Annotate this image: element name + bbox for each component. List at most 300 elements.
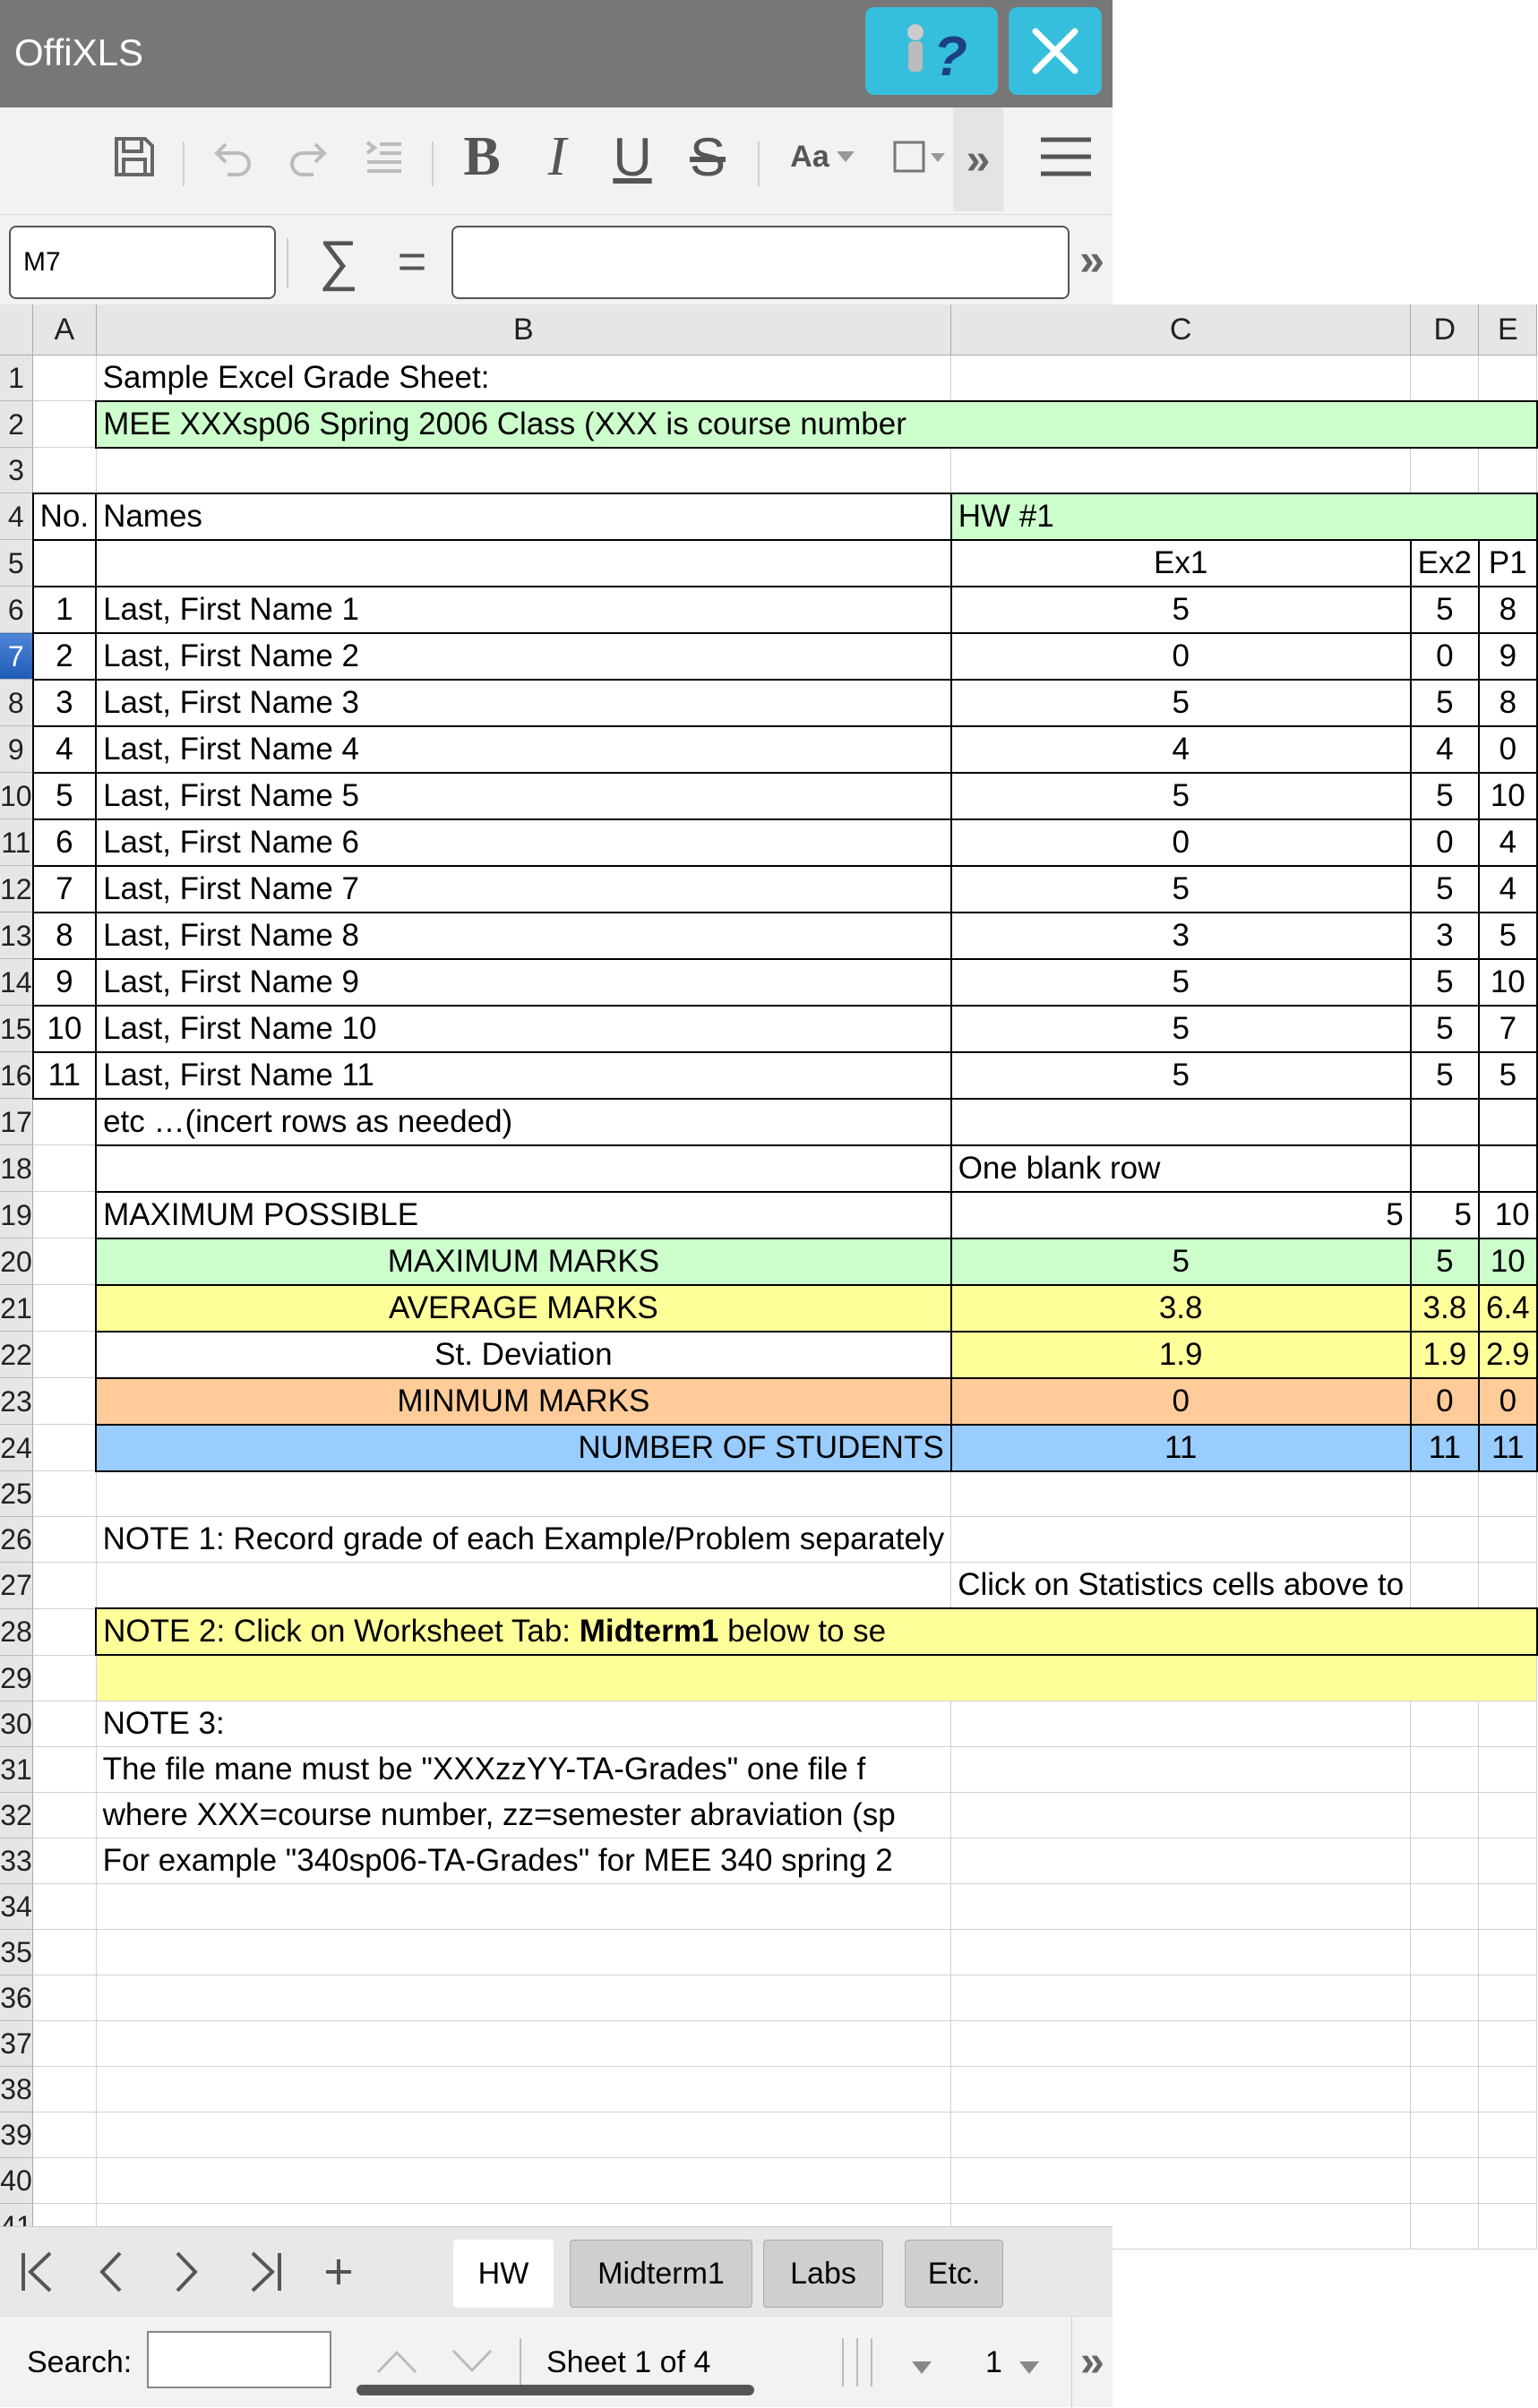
row-header[interactable]: 24	[0, 1425, 33, 1471]
row-header[interactable]: 35	[0, 1929, 33, 1975]
status-more-button[interactable]: »	[1071, 2317, 1113, 2408]
cell-b6[interactable]: Last, First Name 1	[96, 587, 951, 633]
cell-d22[interactable]: 1.9	[1411, 1332, 1479, 1378]
zoom-value[interactable]: 1	[985, 2345, 1002, 2379]
cell-e16[interactable]: 5	[1479, 1052, 1537, 1099]
cell-e17[interactable]	[1479, 1099, 1537, 1145]
cell-d14[interactable]: 5	[1411, 959, 1479, 1006]
cell-c1[interactable]	[951, 355, 1411, 401]
cell-b4[interactable]: Names	[96, 493, 951, 540]
cell-e32[interactable]	[1479, 1792, 1537, 1838]
cell-e37[interactable]	[1479, 2020, 1537, 2066]
row-header[interactable]: 10	[0, 773, 33, 819]
cell-b14[interactable]: Last, First Name 9	[96, 959, 951, 1006]
cell-b18[interactable]	[96, 1145, 951, 1192]
cell-a3[interactable]	[33, 448, 96, 493]
cell-e1[interactable]	[1479, 355, 1537, 401]
row-header[interactable]: 18	[0, 1145, 33, 1192]
cell-a37[interactable]	[33, 2020, 96, 2066]
cell-a7[interactable]: 2	[33, 633, 96, 680]
cell-b10[interactable]: Last, First Name 5	[96, 773, 951, 819]
sheet-tab-midterm1[interactable]: Midterm1	[570, 2240, 752, 2308]
cell-b12[interactable]: Last, First Name 7	[96, 866, 951, 913]
cell-c30[interactable]	[951, 1701, 1411, 1746]
row-header[interactable]: 39	[0, 2112, 33, 2157]
cell-c38[interactable]	[951, 2066, 1411, 2112]
row-header[interactable]: 38	[0, 2066, 33, 2112]
cell-d34[interactable]	[1411, 1883, 1479, 1929]
row-header[interactable]: 19	[0, 1192, 33, 1238]
cell-a32[interactable]	[33, 1792, 96, 1838]
cell-d35[interactable]	[1411, 1929, 1479, 1975]
cell-d41[interactable]	[1411, 2203, 1479, 2249]
cell-a20[interactable]	[33, 1238, 96, 1285]
cell-e8[interactable]: 8	[1479, 680, 1537, 726]
row-header[interactable]: 36	[0, 1975, 33, 2020]
undo-button[interactable]	[204, 125, 262, 188]
zoom-select-arrow[interactable]	[1016, 2351, 1043, 2386]
row-header[interactable]: 11	[0, 819, 33, 866]
cell-b3[interactable]	[96, 448, 951, 493]
cell-c13[interactable]: 3	[951, 913, 1411, 959]
cell-c35[interactable]	[951, 1929, 1411, 1975]
cell-e5[interactable]: P1	[1479, 540, 1537, 587]
cell-a26[interactable]	[33, 1517, 96, 1563]
cell-b25[interactable]	[96, 1471, 951, 1517]
row-header[interactable]: 40	[0, 2157, 33, 2203]
cell-b22[interactable]: St. Deviation	[96, 1332, 951, 1378]
cell-c25[interactable]	[951, 1471, 1411, 1517]
column-header-a[interactable]: A	[33, 304, 96, 355]
row-header[interactable]: 27	[0, 1563, 33, 1609]
spreadsheet-grid[interactable]	[0, 304, 1530, 2226]
chevron-up-icon	[374, 2344, 419, 2379]
sheet-tab-labs[interactable]: Labs	[763, 2240, 883, 2308]
cell-a2[interactable]	[33, 401, 96, 448]
cell-b28[interactable]: NOTE 2: Click on Worksheet Tab: Midterm1 below to se	[96, 1608, 1537, 1655]
cell-c14[interactable]: 5	[951, 959, 1411, 1006]
search-up-button[interactable]	[374, 2344, 419, 2387]
underline-button[interactable]: U	[613, 126, 652, 187]
cell-b24[interactable]: NUMBER OF STUDENTS	[96, 1425, 951, 1471]
cell-e18[interactable]	[1479, 1145, 1537, 1192]
cell-a22[interactable]	[33, 1332, 96, 1378]
next-sheet-button[interactable]	[159, 2245, 213, 2299]
cell-e35[interactable]	[1479, 1929, 1537, 1975]
row-header[interactable]: 31	[0, 1746, 33, 1792]
plus-icon	[321, 2254, 357, 2290]
cell-d12[interactable]: 5	[1411, 866, 1479, 913]
cell-e3[interactable]	[1479, 448, 1537, 493]
cell-b8[interactable]: Last, First Name 3	[96, 680, 951, 726]
cell-e13[interactable]: 5	[1479, 913, 1537, 959]
cell-c36[interactable]	[951, 1975, 1411, 2020]
cell-a21[interactable]	[33, 1285, 96, 1332]
cell-c7[interactable]: 0	[951, 633, 1411, 680]
cell-a28[interactable]	[33, 1608, 96, 1655]
cell-c31[interactable]	[951, 1746, 1411, 1792]
redo-button[interactable]	[279, 125, 337, 188]
cell-e6[interactable]: 8	[1479, 587, 1537, 633]
cell-d19[interactable]: 5	[1411, 1192, 1479, 1238]
cell-a33[interactable]	[33, 1838, 96, 1883]
cell-b39[interactable]	[96, 2112, 951, 2157]
row-header[interactable]: 16	[0, 1052, 33, 1099]
cell-e20[interactable]: 10	[1479, 1238, 1537, 1285]
cell-d31[interactable]	[1411, 1746, 1479, 1792]
cell-d9[interactable]: 4	[1411, 726, 1479, 773]
close-button[interactable]	[1009, 7, 1102, 95]
cell-reference-box[interactable]: M7	[9, 226, 276, 299]
cell-d23[interactable]: 0	[1411, 1378, 1479, 1425]
cell-c15[interactable]: 5	[951, 1006, 1411, 1052]
cell-b34[interactable]	[96, 1883, 951, 1929]
cell-d30[interactable]	[1411, 1701, 1479, 1746]
cell-e12[interactable]: 4	[1479, 866, 1537, 913]
cell-c22[interactable]: 1.9	[951, 1332, 1411, 1378]
cell-e9[interactable]: 0	[1479, 726, 1537, 773]
row-header[interactable]: 29	[0, 1655, 33, 1701]
cell-b32[interactable]: where XXX=course number, zz=semester abraviation (sp	[96, 1792, 951, 1838]
cell-e39[interactable]	[1479, 2112, 1537, 2157]
equals-button[interactable]: =	[397, 233, 427, 289]
sheet-row	[0, 1471, 1537, 1517]
row-header[interactable]: 21	[0, 1285, 33, 1332]
sheet-row	[0, 1517, 1537, 1563]
cell-c33[interactable]	[951, 1838, 1411, 1883]
sheet-row	[0, 1838, 1537, 1883]
cell-b37[interactable]	[96, 2020, 951, 2066]
row-header[interactable]: 3	[0, 448, 33, 493]
first-sheet-button[interactable]	[11, 2245, 64, 2299]
sheet-row	[0, 1378, 1537, 1425]
cell-a6[interactable]: 1	[33, 587, 96, 633]
cell-e10[interactable]: 10	[1479, 773, 1537, 819]
row-header[interactable]: 34	[0, 1883, 33, 1929]
cell-d6[interactable]: 5	[1411, 587, 1479, 633]
cell-a12[interactable]: 7	[33, 866, 96, 913]
bold-button[interactable]: B	[463, 125, 501, 187]
cell-a9[interactable]: 4	[33, 726, 96, 773]
cell-e33[interactable]	[1479, 1838, 1537, 1883]
cell-b13[interactable]: Last, First Name 8	[96, 913, 951, 959]
row-header[interactable]: 1	[0, 355, 33, 401]
save-button[interactable]	[106, 125, 163, 188]
sheet-row	[0, 1929, 1537, 1975]
column-header-e[interactable]: E	[1479, 304, 1537, 355]
cell-a31[interactable]	[33, 1746, 96, 1792]
cell-d32[interactable]	[1411, 1792, 1479, 1838]
cell-e15[interactable]: 7	[1479, 1006, 1537, 1052]
cell-d40[interactable]	[1411, 2157, 1479, 2203]
cell-b38[interactable]	[96, 2066, 951, 2112]
sheet-row	[0, 587, 1537, 633]
chevron-down-icon	[450, 2344, 494, 2379]
cell-e30[interactable]	[1479, 1701, 1537, 1746]
cell-d11[interactable]: 0	[1411, 819, 1479, 866]
row-header[interactable]: 7	[0, 633, 33, 680]
cell-b7[interactable]: Last, First Name 2	[96, 633, 951, 680]
cell-e41[interactable]	[1479, 2203, 1537, 2249]
cell-b11[interactable]: Last, First Name 6	[96, 819, 951, 866]
cell-b20[interactable]: MAXIMUM MARKS	[96, 1238, 951, 1285]
cell-e7[interactable]: 9	[1479, 633, 1537, 680]
cell-d3[interactable]	[1411, 448, 1479, 493]
cell-a27[interactable]	[33, 1563, 96, 1609]
cell-a36[interactable]	[33, 1975, 96, 2020]
cell-d27[interactable]	[1411, 1563, 1479, 1609]
cell-a24[interactable]	[33, 1425, 96, 1471]
cell-c3[interactable]	[951, 448, 1411, 493]
cell-d25[interactable]	[1411, 1471, 1479, 1517]
row-header[interactable]: 4	[0, 493, 33, 540]
row-header[interactable]: 9	[0, 726, 33, 773]
cell-c27[interactable]: Click on Statistics cells above to	[951, 1563, 1411, 1609]
column-header-c[interactable]: C	[951, 304, 1411, 355]
cell-c17[interactable]	[951, 1099, 1411, 1145]
row-header[interactable]: 26	[0, 1517, 33, 1563]
cell-d15[interactable]: 5	[1411, 1006, 1479, 1052]
cell-a17[interactable]	[33, 1099, 96, 1145]
cell-c23[interactable]: 0	[951, 1378, 1411, 1425]
cell-c34[interactable]	[951, 1883, 1411, 1929]
cell-e27[interactable]	[1479, 1563, 1537, 1609]
cell-d8[interactable]: 5	[1411, 680, 1479, 726]
cell-c39[interactable]	[951, 2112, 1411, 2157]
formula-input[interactable]	[451, 226, 1070, 299]
sheet-row	[0, 1746, 1537, 1792]
cell-c5[interactable]: Ex1	[951, 540, 1411, 587]
cell-b15[interactable]: Last, First Name 10	[96, 1006, 951, 1052]
cell-e19[interactable]: 10	[1479, 1192, 1537, 1238]
cell-e34[interactable]	[1479, 1883, 1537, 1929]
row-header[interactable]: 2	[0, 401, 33, 448]
hamburger-menu-icon	[1039, 134, 1093, 179]
sheet-row	[0, 913, 1537, 959]
cell-b35[interactable]	[96, 1929, 951, 1975]
row-header[interactable]: 30	[0, 1701, 33, 1746]
cell-c18[interactable]: One blank row	[951, 1145, 1411, 1192]
cell-e36[interactable]	[1479, 1975, 1537, 2020]
indent-button[interactable]	[355, 125, 412, 188]
cell-a13[interactable]: 8	[33, 913, 96, 959]
cell-d33[interactable]	[1411, 1838, 1479, 1883]
cell-d7[interactable]: 0	[1411, 633, 1479, 680]
cell-a19[interactable]	[33, 1192, 96, 1238]
sheet-row	[0, 1975, 1537, 2020]
cell-c6[interactable]: 5	[951, 587, 1411, 633]
italic-button[interactable]: I	[547, 125, 567, 187]
cell-a39[interactable]	[33, 2112, 96, 2157]
cell-c12[interactable]: 5	[951, 866, 1411, 913]
cell-c40[interactable]	[951, 2157, 1411, 2203]
cell-b27[interactable]	[96, 1563, 951, 1609]
cell-e21[interactable]: 6.4	[1479, 1285, 1537, 1332]
cell-a15[interactable]: 10	[33, 1006, 96, 1052]
row-header[interactable]: 28	[0, 1608, 33, 1655]
cell-b5[interactable]	[96, 540, 951, 587]
column-header-b[interactable]: B	[96, 304, 951, 355]
row-header[interactable]: 22	[0, 1332, 33, 1378]
sheet-row	[0, 1006, 1537, 1052]
sheet-tab-hw[interactable]: HW	[453, 2240, 554, 2308]
last-sheet-button[interactable]	[238, 2245, 292, 2299]
cell-a1[interactable]	[33, 355, 96, 401]
cell-a34[interactable]	[33, 1883, 96, 1929]
add-sheet-button[interactable]	[312, 2245, 365, 2299]
cell-c8[interactable]: 5	[951, 680, 1411, 726]
cell-e14[interactable]: 10	[1479, 959, 1537, 1006]
row-header[interactable]: 13	[0, 913, 33, 959]
sheet-tab-bar	[0, 2226, 1113, 2316]
cell-b9[interactable]: Last, First Name 4	[96, 726, 951, 773]
cell-c19[interactable]: 5	[951, 1192, 1411, 1238]
sheet-table[interactable]	[0, 304, 1538, 2249]
cell-c24[interactable]: 11	[951, 1425, 1411, 1471]
cell-c16[interactable]: 5	[951, 1052, 1411, 1099]
cell-a4[interactable]: No.	[33, 493, 96, 540]
row-header[interactable]: 32	[0, 1792, 33, 1838]
cell-b31[interactable]: The file mane must be "XXXzzYY-TA-Grades" one file f	[96, 1746, 951, 1792]
row-header[interactable]: 23	[0, 1378, 33, 1425]
border-button[interactable]	[889, 125, 951, 188]
cell-b33[interactable]: For example "340sp06-TA-Grades" for MEE 340 spring 2	[96, 1838, 951, 1883]
cell-a18[interactable]	[33, 1145, 96, 1192]
cell-c26[interactable]	[951, 1517, 1411, 1563]
cell-d13[interactable]: 3	[1411, 913, 1479, 959]
cell-c10[interactable]: 5	[951, 773, 1411, 819]
row-header[interactable]: 5	[0, 540, 33, 587]
cell-b1[interactable]: Sample Excel Grade Sheet:	[96, 355, 951, 401]
column-header-d[interactable]: D	[1411, 304, 1479, 355]
cell-a5[interactable]	[33, 540, 96, 587]
row-header[interactable]: 14	[0, 959, 33, 1006]
chevron-down-icon	[1016, 2358, 1043, 2378]
cell-c37[interactable]	[951, 2020, 1411, 2066]
cell-d36[interactable]	[1411, 1975, 1479, 2020]
cell-a40[interactable]	[33, 2157, 96, 2203]
menu-button[interactable]	[1034, 125, 1098, 188]
cell-d16[interactable]: 5	[1411, 1052, 1479, 1099]
search-label: Search:	[27, 2345, 133, 2379]
cell-e11[interactable]: 4	[1479, 819, 1537, 866]
toolbar-more-button[interactable]: »	[953, 107, 1003, 211]
chevron-right-icon	[167, 2249, 206, 2294]
sum-button[interactable]: ∑	[318, 230, 359, 292]
cell-d26[interactable]	[1411, 1517, 1479, 1563]
cell-a30[interactable]	[33, 1701, 96, 1746]
cell-d21[interactable]: 3.8	[1411, 1285, 1479, 1332]
horizontal-scrollbar[interactable]	[357, 2385, 754, 2395]
row-header[interactable]: 6	[0, 587, 33, 633]
cell-d1[interactable]	[1411, 355, 1479, 401]
cell-d18[interactable]	[1411, 1145, 1479, 1192]
row-header[interactable]: 17	[0, 1099, 33, 1145]
cell-a11[interactable]: 6	[33, 819, 96, 866]
zoom-dropdown-arrow[interactable]	[908, 2351, 935, 2386]
cell-b29[interactable]	[96, 1655, 1537, 1701]
cell-a35[interactable]	[33, 1929, 96, 1975]
cell-d10[interactable]: 5	[1411, 773, 1479, 819]
cell-b21[interactable]: AVERAGE MARKS	[96, 1285, 951, 1332]
cell-e22[interactable]: 2.9	[1479, 1332, 1537, 1378]
cell-b40[interactable]	[96, 2157, 951, 2203]
row-header[interactable]: 25	[0, 1471, 33, 1517]
sheet-row	[0, 2112, 1537, 2157]
cell-d37[interactable]	[1411, 2020, 1479, 2066]
cell-e23[interactable]: 0	[1479, 1378, 1537, 1425]
search-down-button[interactable]	[450, 2344, 494, 2387]
cell-e31[interactable]	[1479, 1746, 1537, 1792]
cell-b2[interactable]: MEE XXXsp06 Spring 2006 Class (XXX is course number	[96, 401, 1537, 448]
cell-d38[interactable]	[1411, 2066, 1479, 2112]
undo-icon	[211, 135, 254, 178]
cell-a16[interactable]: 11	[33, 1052, 96, 1099]
cell-d20[interactable]: 5	[1411, 1238, 1479, 1285]
cell-c21[interactable]: 3.8	[951, 1285, 1411, 1332]
cell-c4[interactable]: HW #1	[951, 493, 1537, 540]
cell-e25[interactable]	[1479, 1471, 1537, 1517]
cell-b26[interactable]: NOTE 1: Record grade of each Example/Problem separately	[96, 1517, 951, 1563]
cell-a23[interactable]	[33, 1378, 96, 1425]
cell-b19[interactable]: MAXIMUM POSSIBLE	[96, 1192, 951, 1238]
cell-c32[interactable]	[951, 1792, 1411, 1838]
search-input[interactable]	[147, 2331, 331, 2388]
cell-b17[interactable]: etc …(incert rows as needed)	[96, 1099, 951, 1145]
cell-b30[interactable]: NOTE 3:	[96, 1701, 951, 1746]
cell-c11[interactable]: 0	[951, 819, 1411, 866]
sheet-row	[0, 726, 1537, 773]
sheet-row	[0, 866, 1537, 913]
formula-more-button[interactable]: »	[1079, 235, 1104, 285]
font-size-button[interactable]	[783, 125, 864, 188]
cell-b36[interactable]	[96, 1975, 951, 2020]
cell-a14[interactable]: 9	[33, 959, 96, 1006]
cell-e24[interactable]: 11	[1479, 1425, 1537, 1471]
cell-e38[interactable]	[1479, 2066, 1537, 2112]
cell-a10[interactable]: 5	[33, 773, 96, 819]
sheet-row	[0, 959, 1537, 1006]
cell-d39[interactable]	[1411, 2112, 1479, 2157]
cell-a8[interactable]: 3	[33, 680, 96, 726]
strikethrough-button[interactable]: S	[689, 126, 726, 187]
cell-a38[interactable]	[33, 2066, 96, 2112]
cell-d5[interactable]: Ex2	[1411, 540, 1479, 587]
sheet-tab-etc[interactable]: Etc.	[905, 2240, 1003, 2308]
row-header[interactable]: 37	[0, 2020, 33, 2066]
cell-e26[interactable]	[1479, 1517, 1537, 1563]
row-header[interactable]: 20	[0, 1238, 33, 1285]
cell-e40[interactable]	[1479, 2157, 1537, 2203]
cell-d17[interactable]	[1411, 1099, 1479, 1145]
cell-b16[interactable]: Last, First Name 11	[96, 1052, 951, 1099]
prev-sheet-button[interactable]	[84, 2245, 138, 2299]
cell-d24[interactable]: 11	[1411, 1425, 1479, 1471]
cell-a25[interactable]	[33, 1471, 96, 1517]
help-button[interactable]	[865, 7, 998, 95]
app-title: OffiXLS	[14, 31, 143, 73]
select-all-corner[interactable]	[0, 304, 33, 355]
row-header[interactable]: 15	[0, 1006, 33, 1052]
sheet-info: Sheet 1 of 4	[546, 2345, 711, 2379]
row-header[interactable]: 12	[0, 866, 33, 913]
cell-c20[interactable]: 5	[951, 1238, 1411, 1285]
row-header[interactable]: 33	[0, 1838, 33, 1883]
cell-c9[interactable]: 4	[951, 726, 1411, 773]
cell-a29[interactable]	[33, 1655, 96, 1701]
cell-b23[interactable]: MINMUM MARKS	[96, 1378, 951, 1425]
row-header[interactable]: 8	[0, 680, 33, 726]
